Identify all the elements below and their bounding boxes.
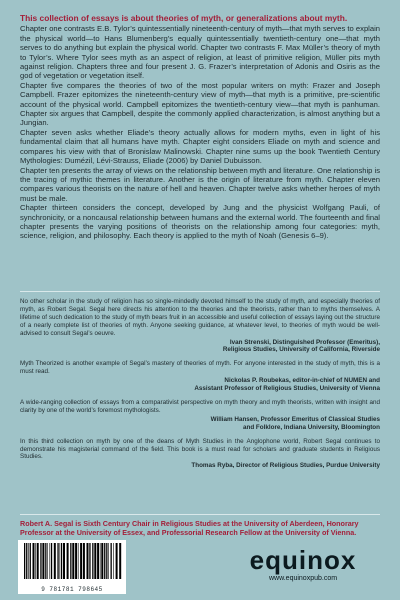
- barcode-bar: [33, 543, 35, 579]
- barcode-bar: [60, 543, 61, 579]
- barcode-bar: [119, 543, 121, 579]
- description-paragraph: Chapter one contrasts E.B. Tylor’s quintessentially nineteenth-century of myth—that myth serves to explain the physical world—to Hans Blumenberg’s equally quintessentially twentieth-century one—that myth serves to do anything but explain the physical world. Chapter two contrasts F. Max Müller’s theory of myth to Tylor’s. Where Tylor sees myth as an aspect of religion, at least of primitive religion, Müller pits myth against religion. Chapters three and four present J. G. Frazer’s interpretation of Adonis and Osiris as the god of vegetation or vegetation itself.: [20, 24, 380, 81]
- barcode-bar: [67, 543, 69, 579]
- barcode-bar: [72, 543, 74, 579]
- endorsement-text: Myth Theorized is another example of Segal’s mastery of theories of myth. For anyone interested in the study of myth, this is a must read.: [20, 360, 380, 376]
- endorsement-text: A wide-ranging collection of essays from a comparativist perspective on myth theory and myth theorists, written with insight and clarity by one of the world’s foremost mythologists.: [20, 398, 380, 414]
- attribution-line: Religious Studies, University of California, Riverside: [222, 346, 380, 354]
- barcode-bar: [45, 543, 46, 579]
- publisher-logo[interactable]: [228, 545, 378, 595]
- publisher-url[interactable]: www.equinoxpub.com: [268, 575, 338, 582]
- isbn-digits: 9 781781 798645: [41, 586, 103, 593]
- barcode-bar: [111, 543, 112, 579]
- barcode-bar: [108, 543, 109, 579]
- barcode-bar: [24, 543, 25, 579]
- endorsement: [20, 360, 380, 393]
- attribution-line: Assistant Professor of Religious Studies, University of Vienna: [194, 385, 380, 393]
- endorsement-text: In this third collection on myth by one of the deans of Myth Studies in the Anglophone world, Robert Segal continues to demonstrate his magisterial command of the field. This book is a must read for scholars and graduate students in Religious Studies.: [20, 437, 380, 461]
- publisher-name: equinox: [249, 545, 357, 575]
- attribution-line: Thomas Ryba, Director of Religious Studies, Purdue University: [191, 462, 380, 470]
- endorsement: [20, 438, 380, 471]
- section-divider: [20, 291, 380, 292]
- description-paragraph: Chapter thirteen considers the concept, developed by Jung and the physicist Wolfgang Pauli, of synchronicity, or a noncausal relationship between humans and the external world. The fourteenth and final chapter presents the varying positions of theorists on the relationship among four categories: myth, science, religion, and philosophy. Each theory is applied to the myth of Noah (Genesis 6–9).: [20, 203, 380, 241]
- barcode-bar: [92, 543, 93, 579]
- endorsement-attribution: [20, 339, 380, 355]
- barcode-bar: [113, 543, 114, 579]
- barcode-bar: [28, 543, 29, 579]
- barcode-bar: [70, 543, 71, 579]
- barcode-bar: [87, 543, 89, 579]
- isbn-barcode: [18, 540, 126, 594]
- description-paragraph: Chapter ten presents the array of views on the relationship between myth and literature. One relationship is the tracing of mythic themes in literature. Another is the origin of literature from myth. Chapter eleven compares various theorists on the nature of hell and heaven. Chapter twelve asks whether heroes of myth must be male.: [20, 165, 380, 203]
- barcode-bar: [97, 543, 99, 579]
- barcode-bar: [106, 543, 107, 579]
- barcode-bar: [83, 543, 85, 579]
- barcode-bar: [57, 543, 58, 579]
- barcode-bar: [75, 543, 77, 579]
- barcode-bar: [35, 543, 36, 579]
- endorsements: [20, 298, 380, 476]
- attribution-line: Ivan Strenski, Distinguished Professor (Emeritus),: [229, 338, 380, 346]
- endorsement-attribution: [20, 462, 380, 470]
- attribution-line: Nickolas P. Roubekas, editor-in-chief of NUMEN and: [224, 377, 380, 385]
- author-bio: Robert A. Segal is Sixth Century Chair in Religious Studies at the University of Aberdeen, Honorary Professor at the University of Essex, and Professorial Research Fellow at the University of Vienna.: [20, 519, 359, 537]
- barcode-bar: [51, 543, 52, 579]
- book-description: [20, 14, 380, 241]
- barcode-bar: [63, 543, 65, 579]
- barcode-bar: [47, 543, 48, 579]
- endorsement: [20, 298, 380, 354]
- endorsement-attribution: [20, 377, 380, 393]
- description-paragraph: Chapter five compares the theories of two of the most popular writers on myth: Frazer and Joseph Campbell. Frazer epitomizes the nineteenth-century view of myth—that myth is a primitive, pre-scientific account of the physical world. Campbell epitomizes the twentieth-century view—that myth is panhuman. Chapter six argues that Campbell, despite the commonly applied characterization, is almost anything but a Jungian.: [20, 80, 380, 128]
- barcode-bar: [40, 543, 41, 579]
- barcode-bar: [80, 543, 82, 579]
- endorsement: [20, 399, 380, 432]
- barcode-bars: [18, 540, 126, 584]
- barcode-bar: [104, 543, 105, 579]
- barcode-bar: [94, 543, 96, 579]
- barcode-bar: [30, 543, 31, 579]
- barcode-bar: [50, 543, 51, 579]
- barcode-bar: [37, 543, 39, 579]
- attribution-line: and Folklore, Indiana University, Bloomington: [242, 423, 380, 431]
- barcode-bar: [100, 543, 101, 579]
- barcode-bar: [61, 543, 62, 579]
- description-lead: This collection of essays is about theories of myth, or generalizations about myth.: [20, 13, 348, 23]
- barcode-bar: [101, 543, 103, 579]
- endorsement-attribution: [20, 416, 380, 432]
- barcode-bar: [78, 543, 79, 579]
- section-divider: [20, 514, 380, 515]
- barcode-bar: [116, 543, 118, 579]
- barcode-bar: [26, 543, 27, 579]
- barcode-bar: [89, 543, 90, 579]
- barcode-bar: [42, 543, 44, 579]
- barcode-bar: [54, 543, 56, 579]
- attribution-line: William Hansen, Professor Emeritus of Classical Studies: [210, 415, 380, 423]
- endorsement-text: No other scholar in the study of religion has so single-mindedly devoted himself to the study of myth, and especially theories of myth, as Robert Segal. Segal here directs his attention to the theories and the theorists, rather than to myths themselves. A lifetime of such dedication to the study of myth bears fruit in an accessible and useful collection of essays laying out the structure of a nearly complete list of theories of myth. Anyone seeking guidance, at whatever level, to theories of myth would be well-advised to consult Segal’s oeuvre.: [20, 298, 380, 337]
- description-paragraph: Chapter seven asks whether Eliade’s theory actually allows for modern myths, even in light of his fundamental claim that all humans have myth. Chapter eight considers Eliade on myth and science and compares his view with that of Bronislaw Malinowski. Chapter nine sums up the book Twentieth Century Mythologies: Dumézil, Lévi-Strauss, Eliade (2006) by Daniel Dubuisson.: [20, 127, 380, 166]
